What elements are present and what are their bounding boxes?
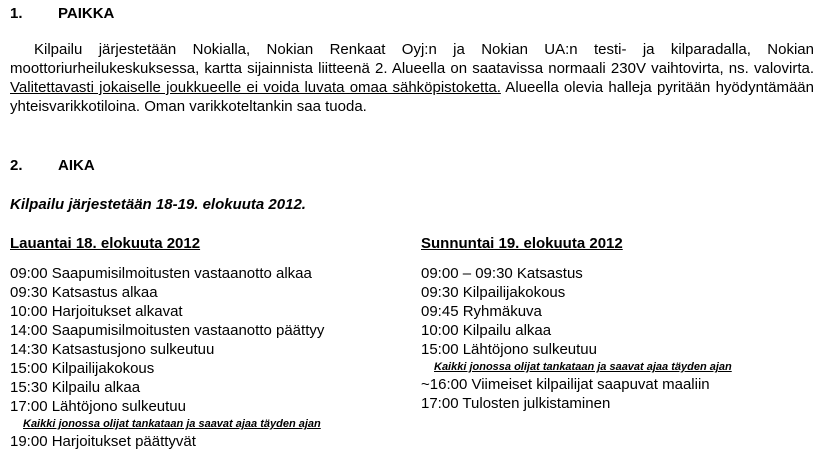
schedule-item: 15:30 Kilpailu alkaa <box>10 379 141 396</box>
paragraph-text-end: Alueella olevia halleja pyritään hyödyntämään yhteisvarikkotiloina. Oman varikkoteltankin saa tuoda. <box>10 79 814 115</box>
schedule-item: 15:00 Kilpailijakokous <box>10 360 155 377</box>
schedule-item: 09:00 Saapumisilmoitusten vastaanotto alkaa <box>10 265 312 282</box>
schedule-item: 19:00 Harjoitukset päättyvät <box>10 433 196 450</box>
section-1-title: PAIKKA <box>58 5 115 22</box>
saturday-schedule <box>10 264 324 451</box>
schedule-item: 09:30 Katsastus alkaa <box>10 284 158 301</box>
schedule-note: Kaikki jonossa olijat tankataan ja saavat ajaa täyden ajan <box>23 418 321 430</box>
schedule-item: 14:00 Saapumisilmoitusten vastaanotto päättyy <box>10 322 325 339</box>
schedule-item: 10:00 Harjoitukset alkavat <box>10 303 183 320</box>
paragraph-text-start: Kilpailu järjestetään Nokialla, Nokian Renkaat Oyj:n ja Nokian UA:n testi- ja kilparadalla, Nokian moottoriurheilukeskuksessa, kartta sijainnista liitteenä 2. Alueella on saatavissa normaali 230V vaihtovirta, ns. valovirta. <box>10 41 814 77</box>
sunday-schedule <box>421 264 732 413</box>
schedule-item: 17:00 Lähtöjono sulkeutuu <box>10 398 186 415</box>
schedule-item: 09:45 Ryhmäkuva <box>421 303 542 320</box>
section-2-title: AIKA <box>58 157 95 174</box>
schedule-item: 09:00 – 09:30 Katsastus <box>421 265 583 282</box>
paragraph-underlined-notice: Valitettavasti jokaiselle joukkueelle ei voida luvata omaa sähköpistoketta. <box>10 79 501 96</box>
section-1-paragraph <box>10 40 814 116</box>
section-2-number: 2. <box>10 157 23 174</box>
schedule-item: ~16:00 Viimeiset kilpailijat saapuvat maaliin <box>421 376 710 393</box>
section-1-number: 1. <box>10 5 23 22</box>
schedule-item: 17:00 Tulosten julkistaminen <box>421 395 611 412</box>
schedule-item: 09:30 Kilpailijakokous <box>421 284 566 301</box>
schedule-item: 10:00 Kilpailu alkaa <box>421 322 552 339</box>
event-dates-intro: Kilpailu järjestetään 18-19. elokuuta 2012. <box>10 196 306 213</box>
sunday-title: Sunnuntai 19. elokuuta 2012 <box>421 235 623 252</box>
schedule-item: 14:30 Katsastusjono sulkeutuu <box>10 341 215 358</box>
saturday-title: Lauantai 18. elokuuta 2012 <box>10 235 201 252</box>
schedule-note: Kaikki jonossa olijat tankataan ja saavat ajaa täyden ajan <box>434 361 732 373</box>
schedule-item: 15:00 Lähtöjono sulkeutuu <box>421 341 597 358</box>
